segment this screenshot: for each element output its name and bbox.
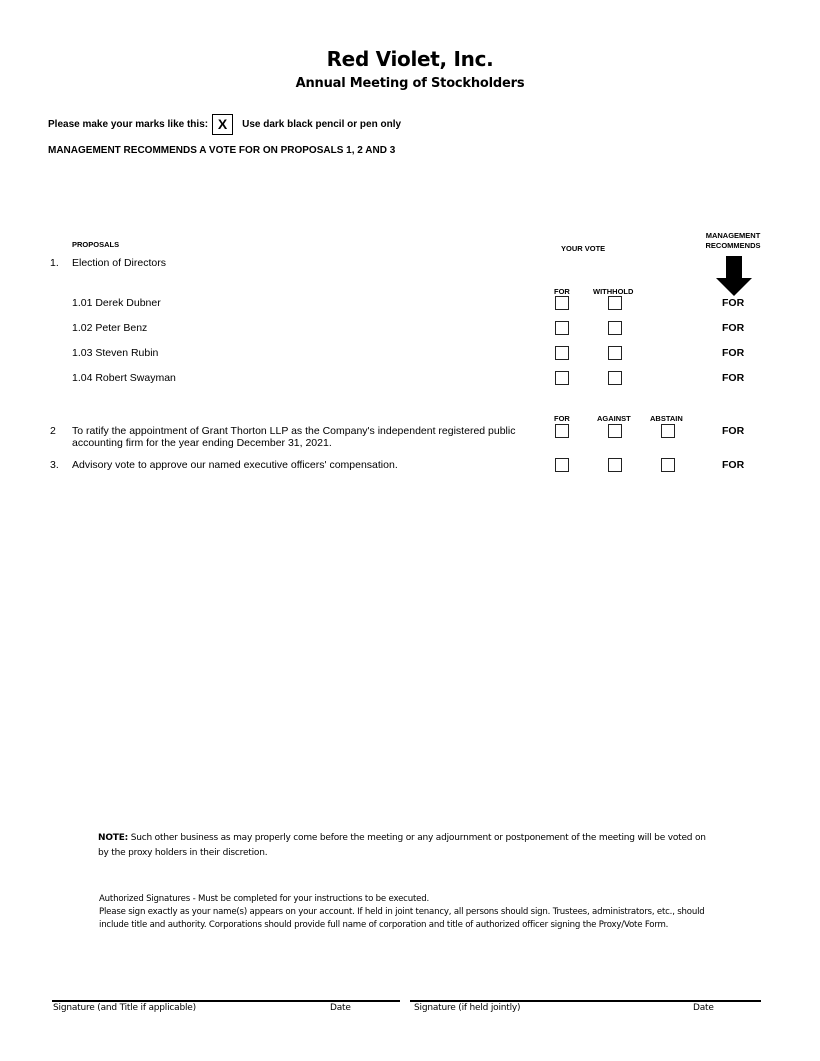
proposal-2-text-line-1: To ratify the appointment of Grant Thorton LLP as the Company's independent registered public bbox=[72, 425, 516, 437]
authorization-line-1: Authorized Signatures - Must be completed for your instructions to be executed. bbox=[99, 894, 429, 904]
authorization-block bbox=[99, 893, 729, 932]
mark-example-box: X bbox=[212, 114, 233, 135]
proposal-3-abstain-checkbox[interactable] bbox=[661, 458, 675, 472]
proposal-2-for-checkbox[interactable] bbox=[555, 424, 569, 438]
nominee-1-name: 1.01 Derek Dubner bbox=[72, 297, 161, 309]
proposal-3-text: Advisory vote to approve our named executive officers' compensation. bbox=[72, 459, 398, 471]
authorization-line-2: Please sign exactly as your name(s) appears on your account. If held in joint tenancy, all persons should sign. Trustees, administrators, etc., should include title and authority. Corporations should provide full name of corporation and title of authorized officer signing the Proxy/Vote Form. bbox=[99, 907, 705, 930]
proposal-3-against-checkbox[interactable] bbox=[608, 458, 622, 472]
company-title: Red Violet, Inc. bbox=[326, 47, 494, 71]
marks-suffix: Use dark black pencil or pen only bbox=[242, 118, 402, 130]
nominee-4-recommendation: FOR bbox=[722, 372, 745, 384]
proposal-2-text bbox=[72, 425, 542, 449]
signature-1-label: Signature (and Title if applicable) bbox=[53, 1003, 196, 1013]
marking-instructions bbox=[48, 113, 401, 135]
nominee-3-for-checkbox[interactable] bbox=[555, 346, 569, 360]
proposal-2-recommendation: FOR bbox=[722, 425, 745, 437]
proposal-2-abstain-checkbox[interactable] bbox=[661, 424, 675, 438]
nominee-2-for-checkbox[interactable] bbox=[555, 321, 569, 335]
proposal-3-number: 3. bbox=[50, 459, 59, 471]
note-paragraph bbox=[98, 831, 718, 861]
note-text: Such other business as may properly come before the meeting or any adjournment or postponement of the meeting will be voted on by the proxy holders in their discretion. bbox=[98, 833, 706, 858]
signature-2-label: Signature (if held jointly) bbox=[414, 1003, 521, 1013]
nominee-3-withhold-checkbox[interactable] bbox=[608, 346, 622, 360]
nominee-1-withhold-checkbox[interactable] bbox=[608, 296, 622, 310]
p1-withhold-header: WITHHOLD bbox=[593, 287, 634, 296]
note-label: NOTE: bbox=[98, 833, 129, 843]
date-2-label: Date bbox=[693, 1003, 714, 1013]
nominee-2-recommendation: FOR bbox=[722, 322, 745, 334]
p2-abstain-header: ABSTAIN bbox=[650, 414, 683, 423]
signature-line-2[interactable] bbox=[410, 1000, 761, 1002]
nominee-4-for-checkbox[interactable] bbox=[555, 371, 569, 385]
proposal-2-against-checkbox[interactable] bbox=[608, 424, 622, 438]
nominee-2-withhold-checkbox[interactable] bbox=[608, 321, 622, 335]
nominee-3-recommendation: FOR bbox=[722, 347, 745, 359]
nominee-2-name: 1.02 Peter Benz bbox=[72, 322, 148, 334]
marks-prefix: Please make your marks like this: bbox=[48, 118, 209, 130]
nominee-3-name: 1.03 Steven Rubin bbox=[72, 347, 159, 359]
date-1-label: Date bbox=[330, 1003, 351, 1013]
p1-for-header: FOR bbox=[554, 287, 570, 296]
management-recommendation-line: MANAGEMENT RECOMMENDS A VOTE FOR ON PROPOSALS 1, 2 AND 3 bbox=[48, 145, 396, 156]
proposal-3-for-checkbox[interactable] bbox=[555, 458, 569, 472]
nominee-1-recommendation: FOR bbox=[722, 297, 745, 309]
proposal-1-number: 1. bbox=[50, 257, 59, 269]
proposal-1-text: Election of Directors bbox=[72, 257, 166, 269]
proposal-2-text-line-2: accounting firm for the year ending December 31, 2021. bbox=[72, 437, 332, 449]
proposal-3-recommendation: FOR bbox=[722, 459, 745, 471]
nominee-1-for-checkbox[interactable] bbox=[555, 296, 569, 310]
meeting-subtitle: Annual Meeting of Stockholders bbox=[295, 76, 525, 91]
proposal-2-number: 2 bbox=[50, 425, 56, 437]
proposals-header: PROPOSALS bbox=[72, 240, 120, 249]
your-vote-header: YOUR VOTE bbox=[561, 244, 606, 253]
management-recommends-header: MANAGEMENT RECOMMENDS bbox=[705, 231, 761, 250]
p2-against-header: AGAINST bbox=[597, 414, 631, 423]
nominee-4-withhold-checkbox[interactable] bbox=[608, 371, 622, 385]
arrow-down-icon bbox=[716, 256, 752, 296]
nominee-4-name: 1.04 Robert Swayman bbox=[72, 372, 176, 384]
signature-line-1[interactable] bbox=[52, 1000, 400, 1002]
p2-for-header: FOR bbox=[554, 414, 570, 423]
